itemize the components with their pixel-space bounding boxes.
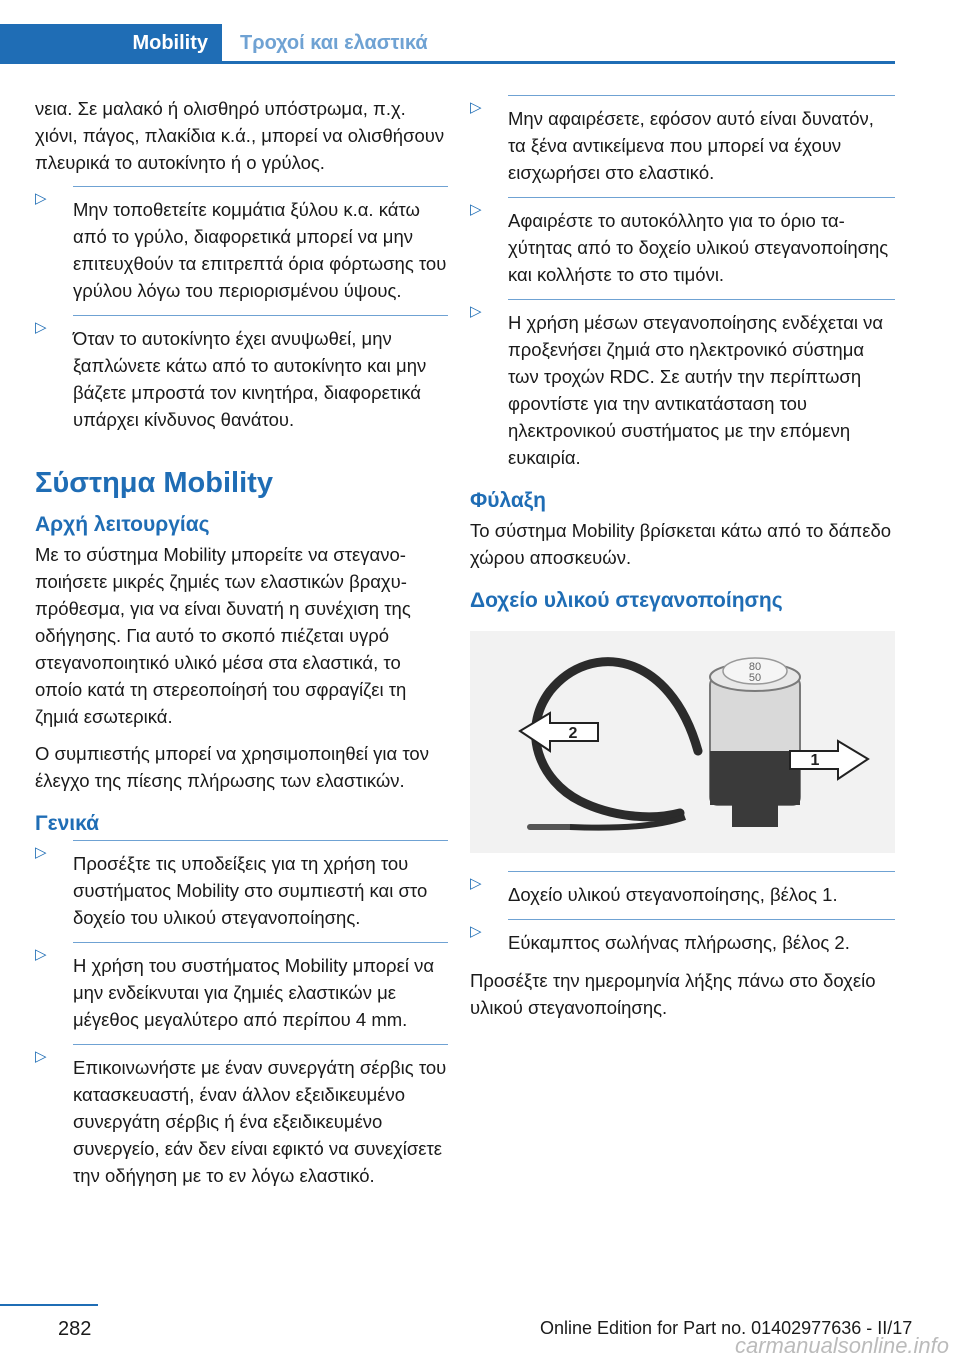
- list-item: [35, 942, 448, 1033]
- sealant-kit-illustration: [470, 631, 895, 853]
- list-item-text: Δοχείο υλικού στεγανοποίησης, βέλος 1.: [508, 884, 838, 905]
- triangle-bullet-icon: ▷: [35, 1048, 47, 1065]
- warning-list-left: [35, 186, 448, 433]
- triangle-bullet-icon: ▷: [470, 923, 482, 940]
- principle-paragraph-2: Ο συμπιεστής μπορεί να χρησιμοποιηθεί για τον έλεγχο της πίεσης πλήρωσης των ελαστικών.: [35, 743, 429, 791]
- warning-list-right: [470, 95, 895, 471]
- bottle-dark-band-icon: [710, 751, 800, 805]
- list-item-text: Όταν το αυτοκίνητο έχει ανυψωθεί, μην ξαπλώνετε κάτω από το αυτοκίνητο και μην βάζετε μπροστά τον κινητήρα, διαφορετικά υπάρχει κίνδυνος θανάτου.: [73, 328, 427, 430]
- item-divider: [73, 186, 448, 187]
- general-list: [35, 840, 448, 1189]
- triangle-bullet-icon: ▷: [470, 99, 482, 116]
- storage-text: Το σύστημα Mobility βρίσκεται κάτω από το δάπεδο χώρου αποσκευών.: [470, 520, 892, 568]
- list-item-text: Μην αφαιρέσετε, εφόσον αυτό είναι δυνατόν, τα ξένα αντικείμενα που μπορεί να έχουν εισχωρήσει στο ελαστικό.: [508, 108, 874, 183]
- list-item-text: Μην τοποθετείτε κομμάτια ξύλου κ.α. κάτω από το γρύλο, διαφορετικά μπορεί να μην επιτευχθούν τα επιτρεπτά όρια φόρτωσης του γρύλου λόγω του περιορισμένου ύψους.: [73, 199, 447, 301]
- footer-edition: Online Edition for Part no. 01402977636 - II/17: [540, 1318, 913, 1338]
- bottle-neck-icon: [732, 805, 778, 827]
- sealant-container-figure: [470, 631, 895, 853]
- list-item: [35, 186, 448, 304]
- expiry-text: Προσέξτε την ημερομηνία λήξης πάνω στο δοχείο υλικού στεγανοποίησης.: [470, 970, 876, 1018]
- item-divider: [508, 95, 895, 96]
- list-item: [35, 1044, 448, 1189]
- list-item: [35, 315, 448, 433]
- item-divider: [73, 942, 448, 943]
- watermark: carmanualsonline.info: [735, 1333, 950, 1358]
- triangle-bullet-icon: ▷: [35, 946, 47, 963]
- principle-heading: Αρχή λειτουργίας: [35, 513, 210, 536]
- list-item: [470, 871, 895, 908]
- principle-paragraph-1: Με το σύστημα Mobility μπορείτε να στεγανοποιήσετε μικρές ζημιές των ελαστικών βραχυπρόθεσμα, για να είναι δυνατή η συνέχιση της οδήγησης. Για αυτό το σκοπό πιέζεται υγρό στεγανοποιητικό υλικό μέσα στα ελαστικά, το οποίο κατά τη στερεοποίησή του σφραγίζει τη ζημιά εσωτερικά.: [35, 544, 411, 727]
- arrow-1-label: 1: [810, 752, 820, 769]
- arrow-2-icon: [520, 713, 598, 751]
- left-column: [35, 95, 448, 1200]
- triangle-bullet-icon: ▷: [35, 319, 47, 336]
- section-title: Σύστημα Mobility: [35, 467, 273, 499]
- item-divider: [508, 197, 895, 198]
- list-item-text: Εύκαμπτος σωλήνας πλήρωσης, βέλος 2.: [508, 932, 850, 953]
- bottle-label-line2: 50: [748, 672, 762, 684]
- general-heading: Γενικά: [35, 812, 100, 835]
- item-divider: [508, 299, 895, 300]
- list-item: [470, 919, 895, 956]
- list-item-text: Αφαιρέστε το αυτοκόλλητο για το όριο ταχύτητας από το δοχείο υλικού στεγανοποίησης και κολλήστε το στο τιμόνι.: [508, 210, 889, 285]
- list-item: [470, 95, 895, 186]
- list-item-text: Προσέξτε τις υποδείξεις για τη χρήση του συστήματος Mobility στο συμπιεστή και στο δοχείο του υλικού στεγανοποίησης.: [73, 853, 428, 928]
- triangle-bullet-icon: ▷: [35, 190, 47, 207]
- figure-legend-list: [470, 871, 895, 956]
- item-divider: [508, 871, 895, 872]
- storage-heading: Φύλαξη: [470, 489, 546, 512]
- item-divider: [73, 840, 448, 841]
- arrow-2-label: 2: [568, 725, 578, 742]
- triangle-bullet-icon: ▷: [470, 875, 482, 892]
- header-tab-wheels-tyres: Τροχοί και ελαστικά: [226, 24, 895, 62]
- list-item: [470, 197, 895, 288]
- bottle-label-line1: 80: [748, 661, 762, 673]
- intro-continuation: νεια. Σε μαλακό ή ολισθηρό υπόστρωμα, π.χ. χιόνι, πάγος, πλακίδια κ.ά., μπορεί να ολισθήσουν πλευρικά το αυτοκίνητο ή ο γρύλος.: [35, 98, 445, 173]
- triangle-bullet-icon: ▷: [470, 303, 482, 320]
- item-divider: [508, 919, 895, 920]
- triangle-bullet-icon: ▷: [35, 844, 47, 861]
- header-tab-mobility: Mobility: [0, 24, 222, 62]
- header-rule: [0, 61, 895, 64]
- arrow-1-icon: [790, 741, 868, 779]
- list-item: [470, 299, 895, 471]
- triangle-bullet-icon: ▷: [470, 201, 482, 218]
- item-divider: [73, 315, 448, 316]
- footer-rule: [0, 1304, 98, 1306]
- page-header: [0, 24, 895, 62]
- list-item-text: Επικοινωνήστε με έναν συνεργάτη σέρβις του κατασκευαστή, έναν άλλον εξειδικευμένο συνεργάτη σέρβις ή ένα εξειδικευμένο συνεργείο, εάν δεν είναι εφικτό να συνεχίσετε την οδήγηση με το εν λόγω ελαστικό.: [73, 1057, 447, 1186]
- list-item-text: Η χρήση του συστήματος Mobility μπορεί να μην ενδείκνυται για ζημιές ελαστικών με μέγεθος μεγαλύτερο από περίπου 4 mm.: [73, 955, 435, 1030]
- container-heading: Δοχείο υλικού στεγανοποίησης: [470, 589, 783, 612]
- right-column: [470, 95, 895, 1031]
- page-number: 282: [58, 1318, 92, 1340]
- item-divider: [73, 1044, 448, 1045]
- list-item-text: Η χρήση μέσων στεγανοποίησης ενδέχεται να προξενήσει ζημιά στο ηλεκτρονικό σύστημα των τροχών RDC. Σε αυτήν την περίπτωση φροντίστε για την αντικατάσταση του ηλεκτρονικού συστήματος με την επόμενη ευκαιρία.: [508, 312, 884, 468]
- list-item: [35, 840, 448, 931]
